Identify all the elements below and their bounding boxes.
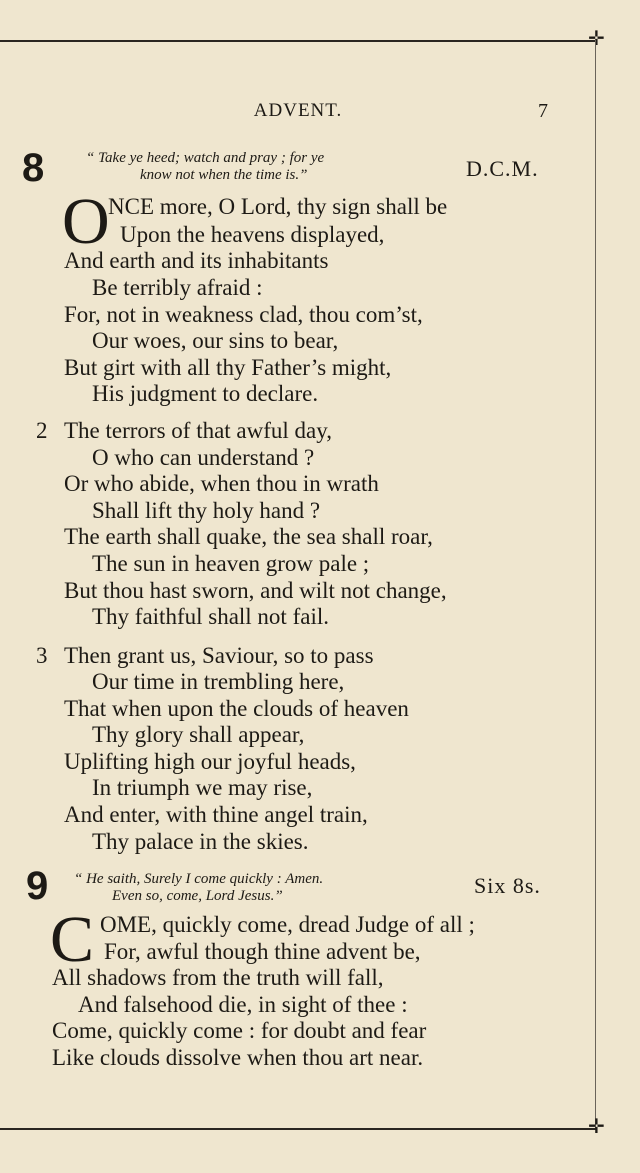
verse-line: But thou hast sworn, and wilt not change, bbox=[64, 578, 447, 603]
verse-line: Then grant us, Saviour, so to pass bbox=[64, 643, 374, 668]
verse-line: And earth and its inhabitants bbox=[64, 248, 329, 273]
verse-line: Thy glory shall appear, bbox=[92, 722, 305, 747]
verse-line: Our time in trembling here, bbox=[92, 669, 345, 694]
verse-line: And enter, with thine angel train, bbox=[64, 802, 368, 827]
top-rule bbox=[0, 40, 596, 42]
hymn-number: 8 bbox=[22, 146, 45, 190]
verse-line: All shadows from the truth will fall, bbox=[52, 965, 384, 990]
verse-line: O who can understand ? bbox=[92, 445, 315, 470]
hymn-meter: Six 8s. bbox=[474, 873, 541, 898]
margin-line bbox=[595, 40, 596, 1128]
epigraph-line: “ He saith, Surely I come quickly : Amen. bbox=[74, 871, 324, 887]
verse-line: Shall lift thy holy hand ? bbox=[92, 498, 321, 523]
epigraph-line: know not when the time is.” bbox=[140, 167, 308, 183]
drop-cap: O bbox=[62, 185, 110, 258]
verse-line: But girt with all thy Father’s might, bbox=[64, 355, 392, 380]
running-header bbox=[0, 100, 596, 126]
verse-line: Or who abide, when thou in wrath bbox=[64, 471, 379, 496]
corner-cross-icon: ✛ bbox=[588, 1116, 605, 1138]
hymn-number: 9 bbox=[26, 864, 49, 908]
verse-line: Thy palace in the skies. bbox=[92, 829, 309, 854]
section-title: ADVENT. bbox=[253, 100, 343, 121]
stanza-number: 3 bbox=[36, 643, 48, 668]
verse-line: In triumph we may rise, bbox=[92, 775, 313, 800]
verse-line: Upon the heavens displayed, bbox=[120, 222, 385, 247]
drop-cap: C bbox=[50, 903, 95, 976]
hymn-epigraph bbox=[74, 871, 323, 905]
hymn-epigraph bbox=[86, 150, 324, 184]
verse-line: Thy faithful shall not fail. bbox=[92, 604, 329, 629]
verse-line: For, not in weakness clad, thou com’st, bbox=[64, 302, 423, 327]
verse-line: NCE more, O Lord, thy sign shall be bbox=[108, 194, 448, 219]
verse-line: Our woes, our sins to bear, bbox=[92, 328, 339, 353]
verse-line: That when upon the clouds of heaven bbox=[64, 696, 409, 721]
page-number: 7 bbox=[538, 100, 548, 122]
verse-line: And falsehood die, in sight of thee : bbox=[78, 992, 408, 1017]
verse-line: For, awful though thine advent be, bbox=[104, 939, 421, 964]
corner-cross-icon: ✛ bbox=[588, 28, 605, 50]
hymn-meter: D.C.M. bbox=[466, 156, 539, 181]
verse-line: Like clouds dissolve when thou art near. bbox=[52, 1045, 424, 1070]
verse-line: The sun in heaven grow pale ; bbox=[92, 551, 370, 576]
epigraph-line: “ Take ye heed; watch and pray ; for ye bbox=[86, 150, 325, 166]
bottom-rule bbox=[0, 1128, 596, 1130]
verse-line: His judgment to declare. bbox=[92, 381, 319, 406]
verse-line: The terrors of that awful day, bbox=[64, 418, 333, 443]
epigraph-line: Even so, come, Lord Jesus.” bbox=[112, 888, 283, 904]
verse-line: The earth shall quake, the sea shall roar, bbox=[64, 524, 433, 549]
stanza-number: 2 bbox=[36, 418, 48, 443]
verse-line: Come, quickly come : for doubt and fear bbox=[52, 1018, 427, 1043]
verse-line: Be terribly afraid : bbox=[92, 275, 263, 300]
verse-line: Uplifting high our joyful heads, bbox=[64, 749, 356, 774]
verse-line: OME, quickly come, dread Judge of all ; bbox=[100, 912, 475, 937]
